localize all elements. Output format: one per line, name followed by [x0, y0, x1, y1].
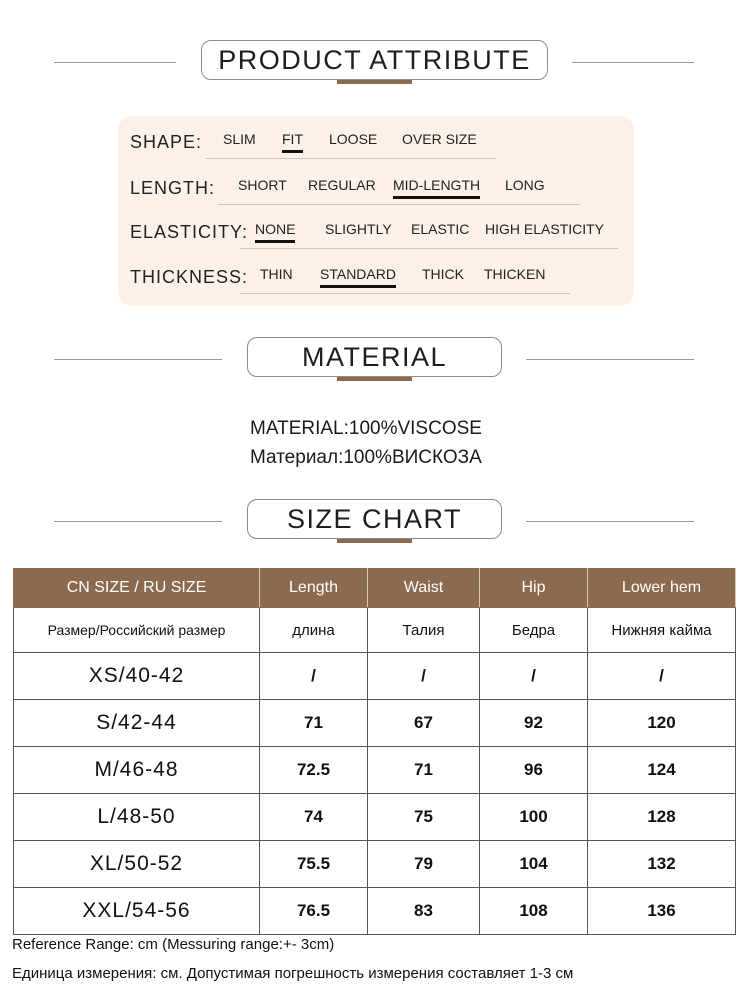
size-cell: L/48-50: [14, 794, 260, 841]
lower-hem-cell: /: [588, 653, 736, 700]
size-cell: XXL/54-56: [14, 888, 260, 935]
attribute-option-selected: NONE: [255, 221, 296, 237]
hip-cell: 104: [480, 841, 588, 888]
lower-hem-cell: 132: [588, 841, 736, 888]
material-en-label: MATERIAL:: [250, 418, 349, 439]
table-row: [14, 794, 736, 841]
length-cell: 75.5: [260, 841, 368, 888]
material-ru-value: 100%ВИСКОЗА: [343, 447, 482, 468]
hip-cell: 100: [480, 794, 588, 841]
length-cell: 76.5: [260, 888, 368, 935]
product-attribute-panel: [118, 116, 634, 306]
attribute-option-selected: STANDARD: [320, 266, 396, 282]
divider-right: [526, 521, 694, 522]
length-cell: /: [260, 653, 368, 700]
attribute-label: SHAPE:: [130, 132, 203, 152]
product-attribute-header: [0, 40, 750, 86]
attribute-baseline: [206, 158, 496, 159]
attribute-option: SLIM: [223, 131, 256, 147]
lower-hem-cell: 120: [588, 700, 736, 747]
header-length: Length: [260, 569, 368, 608]
hip-cell: /: [480, 653, 588, 700]
material-ru: [250, 443, 482, 472]
divider-left: [54, 521, 222, 522]
attribute-baseline: [240, 293, 570, 294]
length-cell: 72.5: [260, 747, 368, 794]
attribute-row-elasticity: [118, 218, 634, 248]
waist-cell: /: [368, 653, 480, 700]
attribute-option: OVER SIZE: [402, 131, 477, 147]
length-cell: 71: [260, 700, 368, 747]
attribute-row-thickness: [118, 263, 634, 293]
material-en: [250, 414, 482, 443]
section-title-attribute: PRODUCT ATTRIBUTE: [201, 40, 548, 80]
attribute-option-selected: FIT: [282, 131, 303, 147]
header-ru-size: Размер/Российский размер: [14, 608, 260, 653]
attribute-option: SHORT: [238, 177, 287, 193]
hip-cell: 108: [480, 888, 588, 935]
attribute-baseline: [218, 204, 580, 205]
attribute-row-length: [118, 174, 634, 204]
title-accent-bar: [337, 80, 412, 84]
attribute-option: THICK: [422, 266, 464, 282]
waist-cell: 83: [368, 888, 480, 935]
divider-left: [54, 62, 176, 63]
size-cell: XS/40-42: [14, 653, 260, 700]
length-cell: 74: [260, 794, 368, 841]
attribute-label: ELASTICITY:: [130, 222, 249, 242]
divider-right: [526, 359, 694, 360]
attribute-option: THICKEN: [484, 266, 546, 282]
waist-cell: 71: [368, 747, 480, 794]
attribute-option-selected: MID-LENGTH: [393, 177, 481, 193]
attribute-option: HIGH ELASTICITY: [485, 221, 605, 237]
reference-note-en: Reference Range: cm (Messuring range:+- 3cm): [12, 936, 335, 953]
header-ru-length: длина: [260, 608, 368, 653]
waist-cell: 75: [368, 794, 480, 841]
header-ru-waist: Талия: [368, 608, 480, 653]
hip-cell: 92: [480, 700, 588, 747]
size-cell: S/42-44: [14, 700, 260, 747]
section-title-size-chart: SIZE CHART: [247, 499, 502, 539]
attribute-label: LENGTH:: [130, 178, 216, 198]
title-accent-bar: [337, 377, 412, 381]
header-waist: Waist: [368, 569, 480, 608]
title-accent-bar: [337, 539, 412, 543]
attribute-baseline: [240, 248, 618, 249]
header-hip: Hip: [480, 569, 588, 608]
lower-hem-cell: 136: [588, 888, 736, 935]
hip-cell: 96: [480, 747, 588, 794]
header-lower-hem: Lower hem: [588, 569, 736, 608]
divider-left: [54, 359, 222, 360]
attribute-option: LOOSE: [329, 131, 378, 147]
reference-note-ru: Единица измерения: см. Допустимая погрешность измерения составляет 1-3 см: [12, 965, 574, 982]
size-cell: M/46-48: [14, 747, 260, 794]
size-cell: XL/50-52: [14, 841, 260, 888]
size-chart-table: [13, 568, 736, 935]
material-info: [250, 414, 482, 472]
header-ru-hip: Бедра: [480, 608, 588, 653]
attribute-option: ELASTIC: [411, 221, 470, 237]
attribute-option: REGULAR: [308, 177, 376, 193]
attribute-option: SLIGHTLY: [325, 221, 392, 237]
table-row: [14, 841, 736, 888]
attribute-label: THICKNESS:: [130, 267, 249, 287]
section-title-material: MATERIAL: [247, 337, 502, 377]
header-ru-lower-hem: Нижняя кайма: [588, 608, 736, 653]
lower-hem-cell: 124: [588, 747, 736, 794]
attribute-row-shape: [118, 128, 634, 158]
divider-right: [572, 62, 694, 63]
material-ru-label: Материал:: [250, 447, 344, 468]
table-row: [14, 888, 736, 935]
table-row: [14, 747, 736, 794]
table-row: [14, 700, 736, 747]
header-size: CN SIZE / RU SIZE: [14, 569, 260, 608]
table-header-row: [14, 569, 736, 608]
attribute-option: THIN: [260, 266, 293, 282]
waist-cell: 67: [368, 700, 480, 747]
table-row: [14, 653, 736, 700]
lower-hem-cell: 128: [588, 794, 736, 841]
attribute-option: LONG: [505, 177, 545, 193]
material-header: [0, 337, 750, 383]
waist-cell: 79: [368, 841, 480, 888]
table-header-ru-row: [14, 608, 736, 653]
material-en-value: 100%VISCOSE: [348, 418, 482, 439]
size-chart-header: [0, 499, 750, 545]
